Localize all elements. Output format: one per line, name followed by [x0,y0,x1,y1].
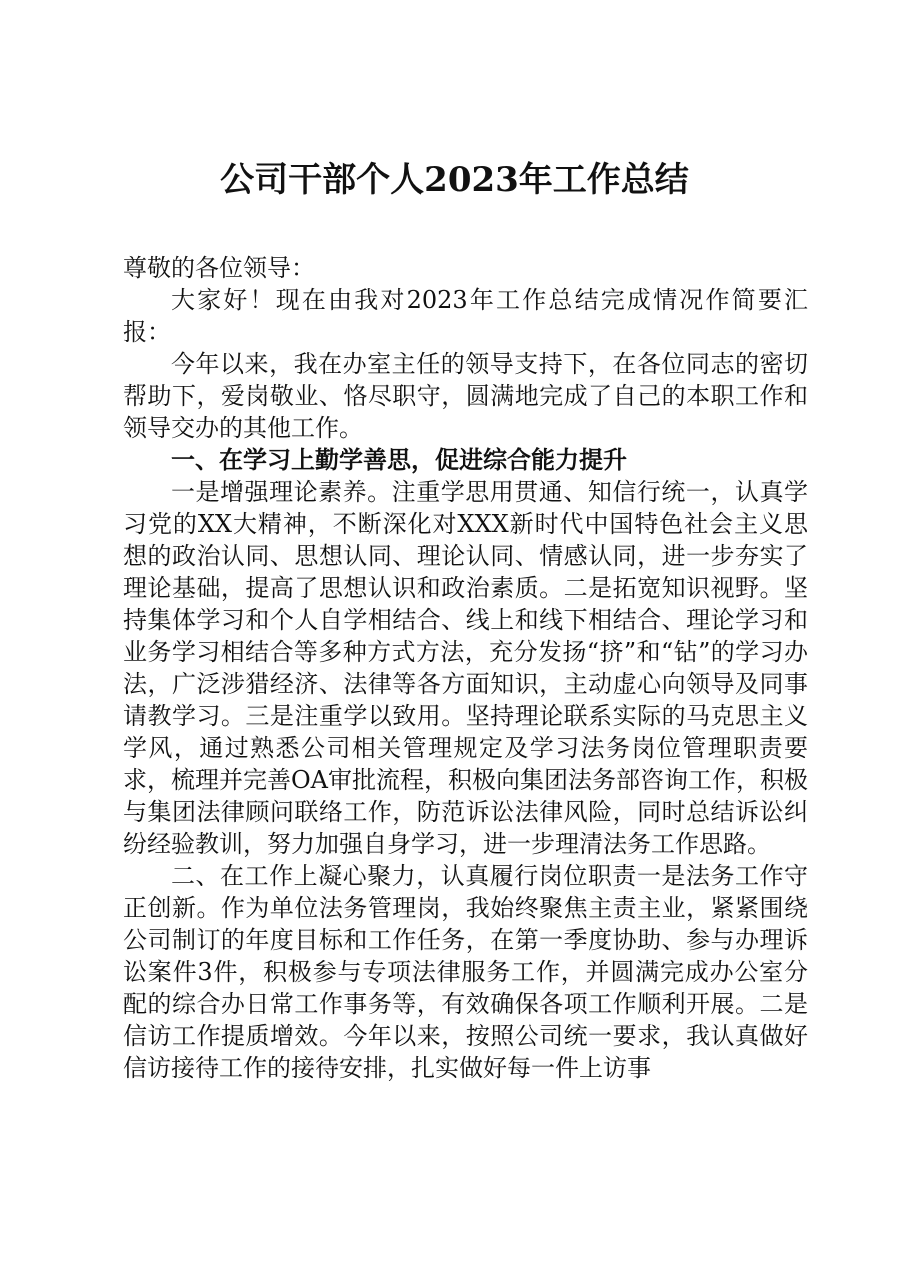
salutation: 尊敬的各位领导： [123,254,315,282]
paragraph-greeting: 大家好！现在由我对2023年工作总结完成情况作简要汇报： [123,286,808,346]
document-title: 公司干部个人2023年工作总结 [220,160,689,200]
document-body [123,252,808,1084]
paragraph-intro: 今年以来，我在办室主任的领导支持下，在各位同志的密切帮助下，爱岗敬业、恪尽职守，圆满地完成了自己的本职工作和领导交办的其他工作。 [123,350,808,442]
section-heading-study: 一、在学习上勤学善思，促进综合能力提升 [171,446,627,474]
paragraph-study: 一是增强理论素养。注重学思用贯通、知信行统一，认真学习党的XX大精神，不断深化对XXX新时代中国特色社会主义思想的政治认同、思想认同、理论认同、情感认同，进一步夯实了理论基础，提高了思想认识和政治素质。二是拓宽知识视野。坚持集体学习和个人自学相结合、线上和线下相结合、理论学习和业务学习相结合等多种方式方法，充分发扬“挤”和“钻”的学习办法，广泛涉猎经济、法律等各方面知识，主动虚心向领导及同事请教学习。三是注重学以致用。坚持理论联系实际的马克思主义学风，通过熟悉公司相关管理规定及学习法务岗位管理职责要求，梳理并完善OA审批流程，积极向集团法务部咨询工作，积极与集团法律顾问联络工作，防范诉讼法律风险，同时总结诉讼纠纷经验教训，努力加强自身学习，进一步理清法务工作思路。 [123,478,809,858]
paragraph-work: 二、在工作上凝心聚力，认真履行岗位职责一是法务工作守正创新。作为单位法务管理岗，我始终聚焦主责主业，紧紧围绕公司制订的年度目标和工作任务，在第一季度协助、参与办理诉讼案件3件，积极参与专项法律服务工作，并圆满完成办公室分配的综合办日常工作事务等，有效确保各项工作顺利开展。二是信访工作提质增效。今年以来，按照公司统一要求，我认真做好信访接待工作的接待安排，扎实做好每一件上访事 [123,862,808,1082]
